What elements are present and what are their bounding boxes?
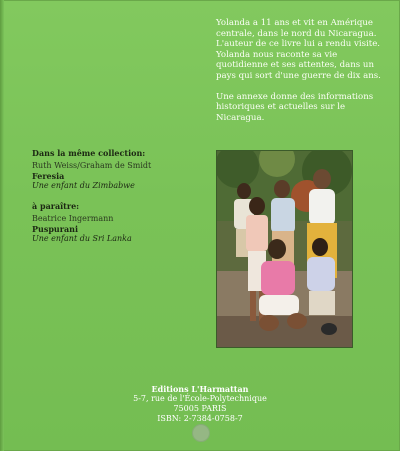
same-collection-subtitle: Une enfant du Zimbabwe — [32, 181, 135, 190]
blurb-paragraph-1: Yolanda a 11 ans et vit en Amérique centrale, dans le nord du Nicaragua. L'auteur de ce livre lui a rendu visite. Yolanda nous raconte sa vie quotidienne et ses attentes, dans un pays qui sort d'une guerre de dix ans. — [216, 18, 381, 81]
back-cover-blurb — [216, 18, 388, 133]
isbn: ISBN: 2-7384-0758-7 — [157, 414, 243, 423]
library-stamp-icon — [192, 424, 210, 442]
same-collection-author: Ruth Weiss/Graham de Smidt — [32, 161, 152, 170]
publisher-name: Editions L'Harmattan — [151, 384, 249, 394]
family-photo — [216, 150, 353, 348]
same-collection-heading: Dans la même collection: — [32, 148, 146, 158]
publisher-street: 5-7, rue de l'École-Polytechnique — [133, 394, 267, 403]
upcoming-heading: à paraître: — [32, 201, 80, 211]
upcoming-author: Beatrice Ingermann — [32, 214, 114, 223]
publisher-block — [0, 384, 400, 424]
collection-list — [32, 148, 207, 244]
publisher-city: 75005 PARIS — [173, 404, 227, 413]
blurb-paragraph-2: Une annexe donne des informations historiques et actuelles sur le Nicaragua. — [216, 91, 374, 123]
upcoming-title: Puspurani — [32, 224, 78, 234]
upcoming-subtitle: Une enfant du Sri Lanka — [32, 234, 132, 243]
same-collection-title: Feresia — [32, 171, 65, 181]
